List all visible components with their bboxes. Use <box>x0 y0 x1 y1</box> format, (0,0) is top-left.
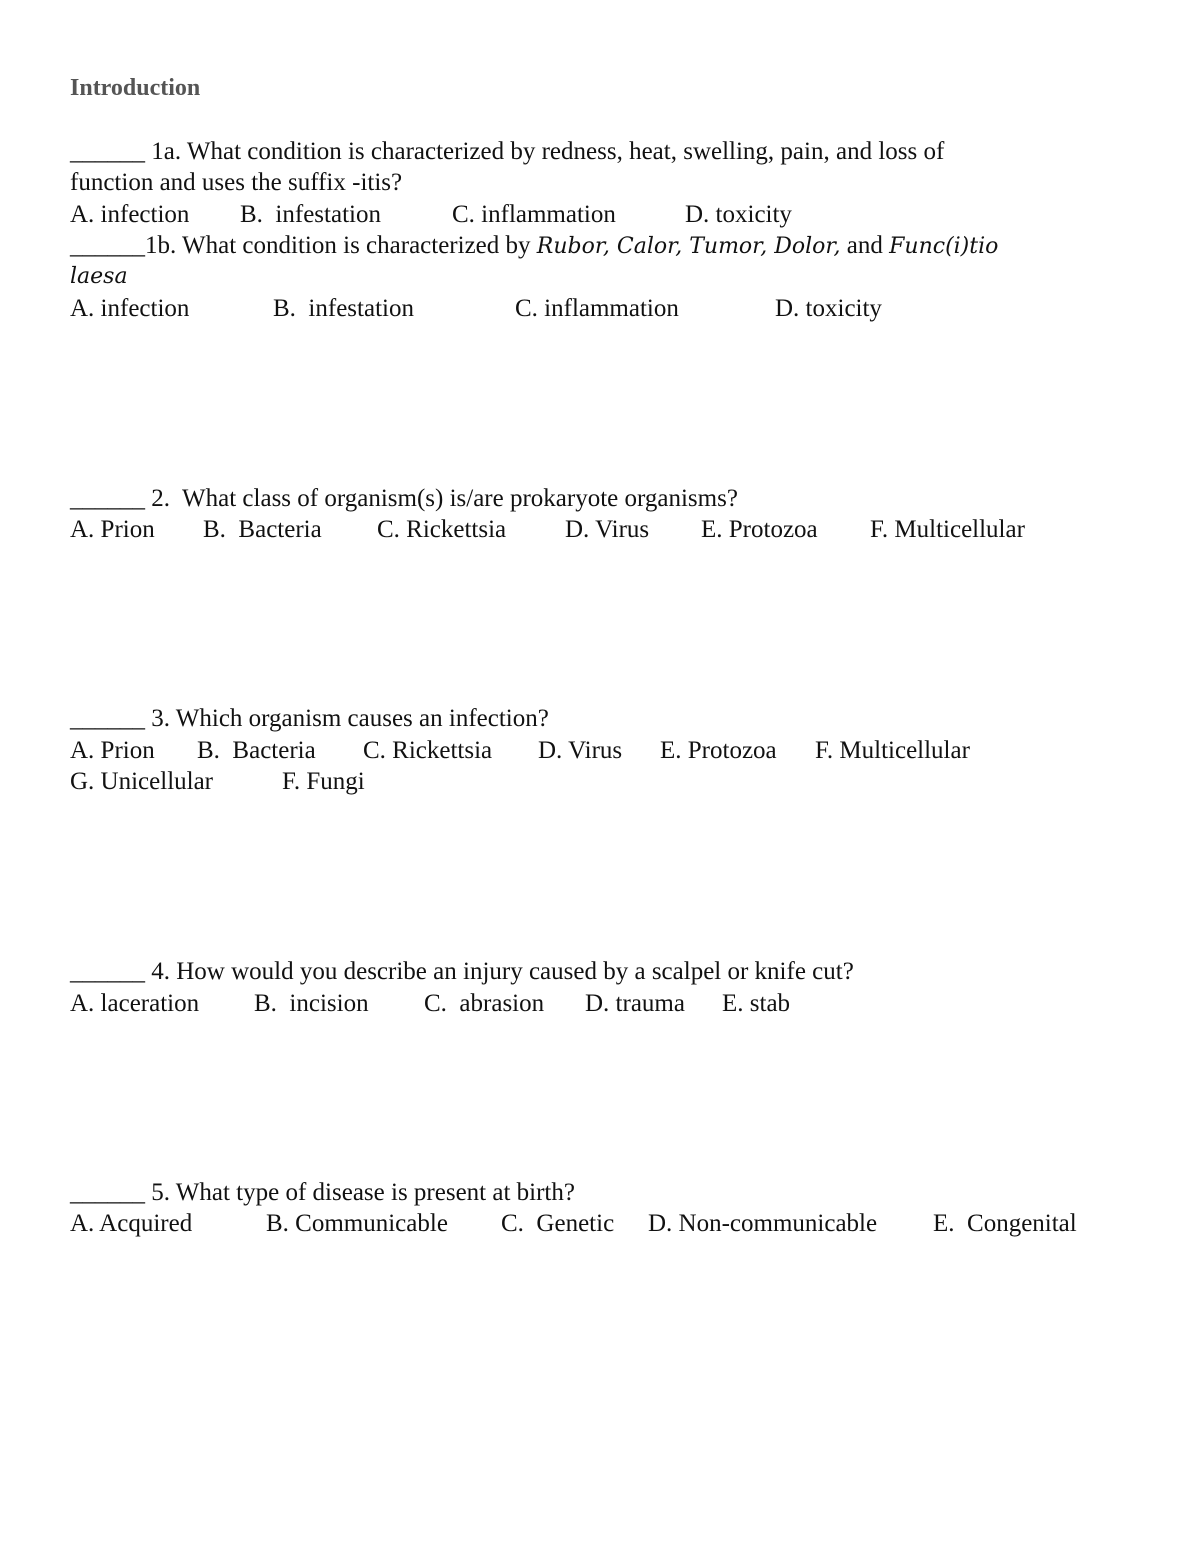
q2-option-d: D. Virus <box>565 516 650 543</box>
page-heading: Introduction <box>70 75 201 101</box>
q2-option-c: C. Rickettsia <box>377 516 507 543</box>
question-3-text: ______ 3. Which organism causes an infection? <box>70 705 549 732</box>
q5-option-b: B. Communicable <box>266 1210 448 1237</box>
q3-option-e: E. Protozoa <box>660 737 777 764</box>
q1b-option-c: C. inflammation <box>515 295 679 322</box>
q3-option-f: F. Multicellular <box>815 737 970 764</box>
q4-option-a: A. laceration <box>70 990 200 1017</box>
q5-option-e: E. Congenital <box>933 1210 1077 1237</box>
q4-option-b: B. incision <box>254 990 369 1017</box>
q2-option-f: F. Multicellular <box>870 516 1025 543</box>
q4-option-c: C. abrasion <box>424 990 545 1017</box>
q5-option-d: D. Non-communicable <box>648 1210 878 1237</box>
question-4-text: ______ 4. How would you describe an injury caused by a scalpel or knife cut? <box>70 958 854 985</box>
q2-option-a: A. Prion <box>70 516 155 543</box>
question-1b-line-2: laesa <box>70 264 128 289</box>
q3-option-a: A. Prion <box>70 737 155 764</box>
question-5-text: ______ 5. What type of disease is present at birth? <box>70 1179 575 1206</box>
q3-option-b: B. Bacteria <box>197 737 316 764</box>
q1b-option-b: B. infestation <box>273 295 414 322</box>
q3-option-d: D. Virus <box>538 737 623 764</box>
q1a-option-a: A. infection <box>70 201 190 228</box>
q2-option-e: E. Protozoa <box>701 516 818 543</box>
q5-option-a: A. Acquired <box>70 1210 193 1237</box>
question-2-text: ______ 2. What class of organism(s) is/are prokaryote organisms? <box>70 485 738 512</box>
q1b-option-d: D. toxicity <box>775 295 882 322</box>
q3-option-fungi: F. Fungi <box>282 768 365 795</box>
q1a-option-d: D. toxicity <box>685 201 792 228</box>
q1b-latin-term-last: Func(i)tio <box>889 234 999 259</box>
q1a-option-c: C. inflammation <box>452 201 616 228</box>
question-1b-line-1 <box>70 231 998 262</box>
q2-option-b: B. Bacteria <box>203 516 322 543</box>
q1a-option-b: B. infestation <box>240 201 381 228</box>
q1b-latin-terms: Rubor, Calor, Tumor, Dolor, <box>536 234 841 259</box>
q3-option-c: C. Rickettsia <box>363 737 493 764</box>
q5-option-c: C. Genetic <box>501 1210 615 1237</box>
question-1a-line-1: ______ 1a. What condition is characterized by redness, heat, swelling, pain, and loss of <box>70 138 945 165</box>
question-1a-line-2: function and uses the suffix -itis? <box>70 169 403 196</box>
q1b-and: and <box>840 232 890 259</box>
q4-option-d: D. trauma <box>585 990 685 1017</box>
q1b-option-a: A. infection <box>70 295 190 322</box>
q1b-prefix: ______1b. What condition is characterized by <box>70 232 537 259</box>
q3-option-g: G. Unicellular <box>70 768 214 795</box>
q4-option-e: E. stab <box>722 990 791 1017</box>
